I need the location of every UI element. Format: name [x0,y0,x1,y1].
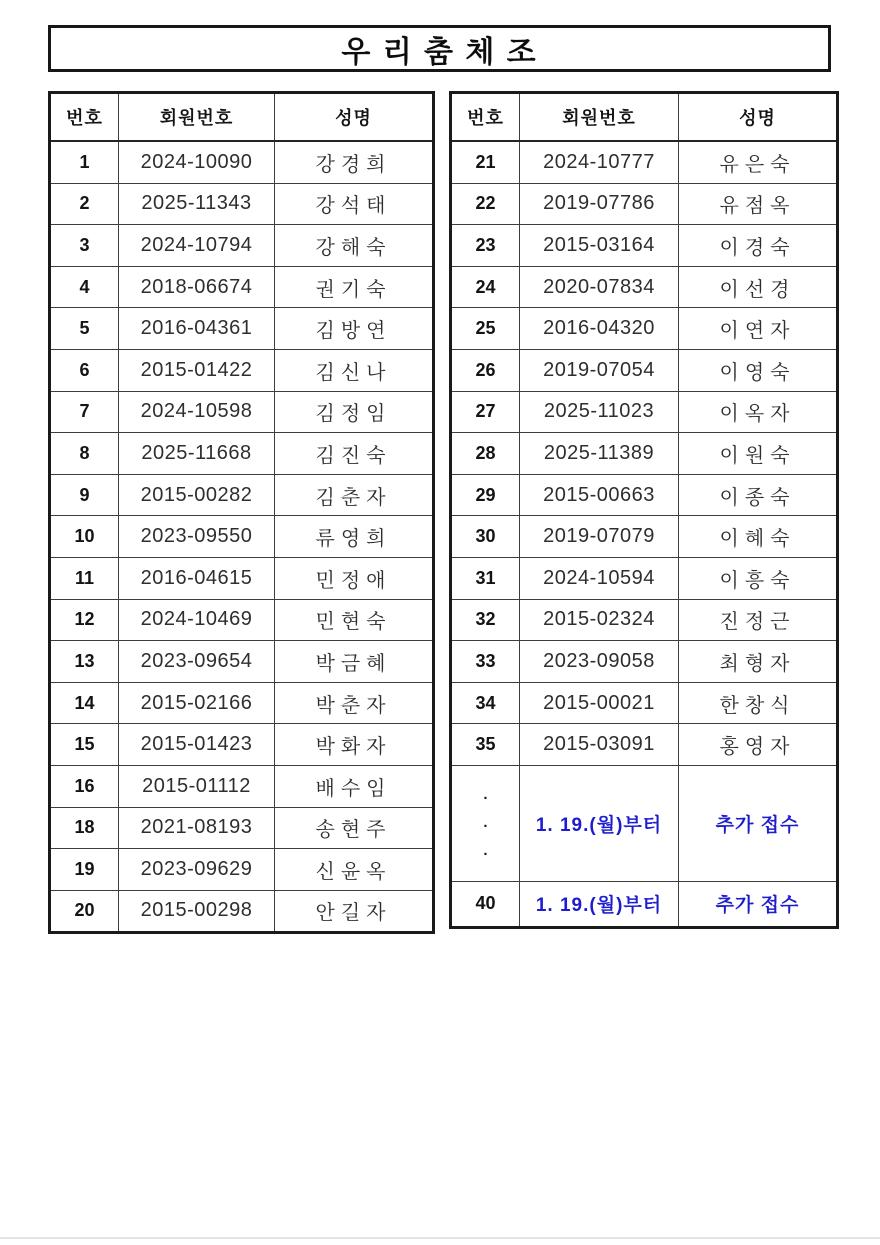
row-number: 31 [451,557,520,599]
continuation-row [451,765,838,881]
row-number: 4 [50,266,119,308]
column-header-2: 성명 [679,93,838,142]
registration-date: 1. 19.(월)부터 [520,881,679,927]
page-bottom-edge [0,1237,880,1239]
table-row [451,474,838,516]
row-number: 29 [451,474,520,516]
row-number: 30 [451,516,520,558]
vertical-ellipsis: . . . [483,786,488,860]
member-name: 한창식 [679,682,838,724]
member-name: 홍영자 [679,724,838,766]
table-row [50,849,434,891]
member-id: 2024-10594 [520,557,679,599]
table-row [50,516,434,558]
table-row [50,391,434,433]
member-name: 이선경 [679,266,838,308]
member-name: 이종숙 [679,474,838,516]
member-name: 안길자 [275,890,434,933]
member-id: 2015-03164 [520,225,679,267]
registration-date: 1. 19.(월)부터 [520,765,679,881]
row-number: 40 [451,881,520,927]
member-id: 2025-11668 [119,433,275,475]
member-id: 2016-04615 [119,557,275,599]
member-name: 강경희 [275,141,434,183]
table-row [50,682,434,724]
row-number: 5 [50,308,119,350]
column-header-2: 성명 [275,93,434,142]
column-header-0: 번호 [451,93,520,142]
member-name: 배수임 [275,765,434,807]
member-table-left [48,91,435,934]
table-row [451,682,838,724]
member-id: 2025-11023 [520,391,679,433]
member-id: 2020-07834 [520,266,679,308]
row-number: 19 [50,849,119,891]
table-row [50,890,434,933]
table-row [50,183,434,225]
member-name: 김신나 [275,349,434,391]
member-name: 이혜숙 [679,516,838,558]
member-name: 박화자 [275,724,434,766]
member-id: 2015-02324 [520,599,679,641]
member-id: 2023-09629 [119,849,275,891]
row-number: 11 [50,557,119,599]
member-id: 2015-00021 [520,682,679,724]
row-number: 6 [50,349,119,391]
row-number: 9 [50,474,119,516]
row-number: 18 [50,807,119,849]
member-id: 2019-07054 [520,349,679,391]
column-header-1: 회원번호 [520,93,679,142]
member-name: 민정애 [275,557,434,599]
member-name: 신윤옥 [275,849,434,891]
registration-note: 추가 접수 [679,881,838,927]
member-id: 2023-09550 [119,516,275,558]
member-id: 2015-00282 [119,474,275,516]
row-number: 26 [451,349,520,391]
table-row [50,433,434,475]
table-row [451,641,838,683]
member-name: 박금혜 [275,641,434,683]
row-number: 20 [50,890,119,933]
table-row [50,641,434,683]
table-row [451,433,838,475]
table-row [451,599,838,641]
table-row [451,266,838,308]
column-header-1: 회원번호 [119,93,275,142]
member-id: 2021-08193 [119,807,275,849]
row-number: 13 [50,641,119,683]
member-id: 2015-01422 [119,349,275,391]
table-row [451,557,838,599]
row-number: 34 [451,682,520,724]
member-id: 2015-03091 [520,724,679,766]
member-name: 유점옥 [679,183,838,225]
column-header-0: 번호 [50,93,119,142]
table-row [50,807,434,849]
member-id: 2019-07079 [520,516,679,558]
table-row [50,724,434,766]
table-header-row [451,93,838,142]
member-id: 2019-07786 [520,183,679,225]
row-number: 21 [451,141,520,183]
row-number: 10 [50,516,119,558]
member-id: 2025-11389 [520,433,679,475]
member-id: 2015-00298 [119,890,275,933]
row-number-dots [451,765,520,881]
row-number: 12 [50,599,119,641]
member-name: 이연자 [679,308,838,350]
table-row [451,308,838,350]
registration-note: 추가 접수 [679,765,838,881]
member-id: 2024-10777 [520,141,679,183]
table-row [50,349,434,391]
row-number: 8 [50,433,119,475]
page-title: 우 리 춤 체 조 [48,25,831,72]
member-id: 2023-09058 [520,641,679,683]
member-id: 2024-10090 [119,141,275,183]
table-row [451,225,838,267]
member-table-right [449,91,839,929]
member-name: 민현숙 [275,599,434,641]
member-id: 2018-06674 [119,266,275,308]
member-name: 김춘자 [275,474,434,516]
table-row [451,724,838,766]
row-number: 15 [50,724,119,766]
member-name: 강해숙 [275,225,434,267]
row-number: 7 [50,391,119,433]
table-row [451,516,838,558]
table-row [451,391,838,433]
member-name: 송현주 [275,807,434,849]
row-number: 25 [451,308,520,350]
member-id: 2016-04361 [119,308,275,350]
row-number: 23 [451,225,520,267]
member-id: 2024-10598 [119,391,275,433]
table-row [50,557,434,599]
row-number: 2 [50,183,119,225]
member-name: 김진숙 [275,433,434,475]
table-row [50,141,434,183]
member-id: 2015-01423 [119,724,275,766]
table-row [50,266,434,308]
row-number: 14 [50,682,119,724]
member-id: 2015-01112 [119,765,275,807]
table-row [451,183,838,225]
member-name: 권기숙 [275,266,434,308]
row-number: 22 [451,183,520,225]
member-name: 이흥숙 [679,557,838,599]
member-id: 2023-09654 [119,641,275,683]
table-row [50,765,434,807]
member-id: 2015-00663 [520,474,679,516]
member-name: 이영숙 [679,349,838,391]
row-number: 27 [451,391,520,433]
member-id: 2015-02166 [119,682,275,724]
row-number: 1 [50,141,119,183]
member-name: 이경숙 [679,225,838,267]
table-row [451,881,838,927]
table-row [451,349,838,391]
table-header-row [50,93,434,142]
member-name: 이옥자 [679,391,838,433]
member-id: 2025-11343 [119,183,275,225]
table-row [50,308,434,350]
member-name: 김방연 [275,308,434,350]
member-id: 2024-10469 [119,599,275,641]
table-row [50,599,434,641]
row-number: 24 [451,266,520,308]
member-name: 박춘자 [275,682,434,724]
member-name: 최형자 [679,641,838,683]
row-number: 32 [451,599,520,641]
row-number: 16 [50,765,119,807]
row-number: 35 [451,724,520,766]
table-row [50,225,434,267]
member-name: 강석태 [275,183,434,225]
table-row [50,474,434,516]
member-name: 류영희 [275,516,434,558]
table-row [451,141,838,183]
row-number: 33 [451,641,520,683]
member-name: 김정임 [275,391,434,433]
row-number: 3 [50,225,119,267]
member-id: 2016-04320 [520,308,679,350]
member-id: 2024-10794 [119,225,275,267]
member-name: 유은숙 [679,141,838,183]
row-number: 28 [451,433,520,475]
member-name: 이원숙 [679,433,838,475]
member-name: 진정근 [679,599,838,641]
